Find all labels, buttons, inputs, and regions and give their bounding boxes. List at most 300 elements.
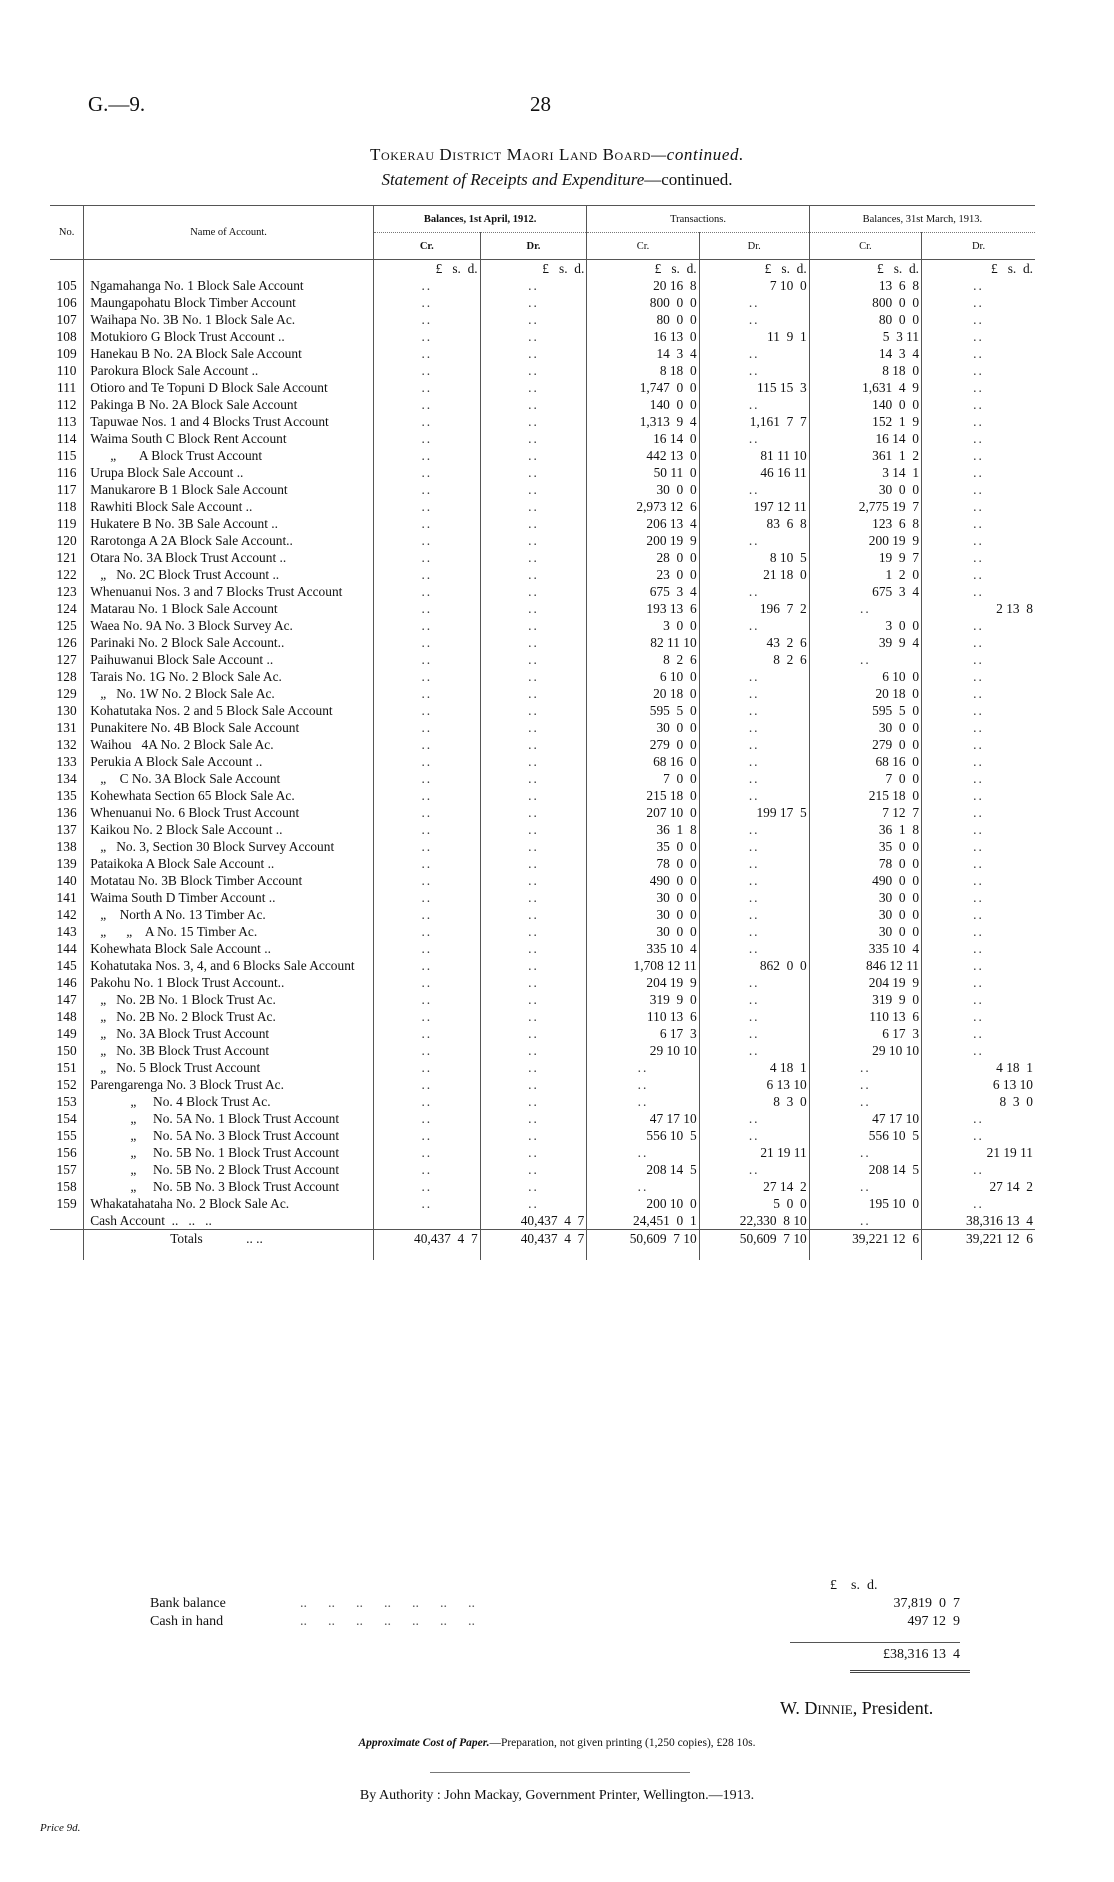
transaction-cr: ..	[587, 1076, 699, 1093]
balance-close-dr: 27 14 2	[922, 1178, 1035, 1195]
balance-open-dr: ..	[480, 413, 587, 430]
balance-close-cr: 78 0 0	[809, 855, 921, 872]
transaction-dr: ..	[699, 1008, 809, 1025]
transaction-dr: ..	[699, 481, 809, 498]
balance-open-dr: ..	[480, 515, 587, 532]
account-name: Parengarenga No. 3 Block Trust Ac.	[84, 1076, 374, 1093]
balance-close-cr: 30 0 0	[809, 906, 921, 923]
balance-open-dr: ..	[480, 719, 587, 736]
table-row	[50, 1212, 1035, 1230]
balance-close-dr: ..	[922, 838, 1035, 855]
balance-open-cr: ..	[373, 1178, 480, 1195]
table-row	[50, 396, 1035, 413]
account-name: „ No. 5B No. 3 Block Trust Account	[84, 1178, 374, 1195]
transaction-dr: 115 15 3	[699, 379, 809, 396]
balance-open-dr: ..	[480, 379, 587, 396]
table-row	[50, 1195, 1035, 1212]
balance-open-cr: ..	[373, 379, 480, 396]
transaction-cr: 215 18 0	[587, 787, 699, 804]
balance-open-cr: ..	[373, 855, 480, 872]
units-label: £ s. d.	[373, 260, 480, 278]
row-number: 128	[56, 669, 77, 684]
balance-close-dr: ..	[922, 770, 1035, 787]
row-number: 110	[56, 363, 77, 378]
balance-open-dr: ..	[480, 583, 587, 600]
balance-open-cr: ..	[373, 515, 480, 532]
transaction-cr: 8 2 6	[587, 651, 699, 668]
row-number: 137	[56, 822, 77, 837]
balance-close-dr: ..	[922, 1127, 1035, 1144]
transaction-cr: 7 0 0	[587, 770, 699, 787]
transaction-cr: 1,747 0 0	[587, 379, 699, 396]
balance-open-cr: ..	[373, 413, 480, 430]
balance-close-dr: ..	[922, 481, 1035, 498]
table-row	[50, 617, 1035, 634]
balance-close-cr: 16 14 0	[809, 430, 921, 447]
transaction-cr: 556 10 5	[587, 1127, 699, 1144]
transaction-cr: 442 13 0	[587, 447, 699, 464]
units-label: £ s. d.	[922, 260, 1035, 278]
title-board-name: Tokerau District Maori Land Board	[370, 145, 651, 164]
transaction-dr: ..	[699, 430, 809, 447]
transaction-cr: 47 17 10	[587, 1110, 699, 1127]
table-row	[50, 311, 1035, 328]
row-number: 142	[56, 907, 77, 922]
transaction-cr: 78 0 0	[587, 855, 699, 872]
title-continued: —continued.	[650, 145, 744, 164]
balance-close-cr: ..	[809, 1144, 921, 1161]
balance-open-cr: ..	[373, 345, 480, 362]
balance-open-dr: ..	[480, 1161, 587, 1178]
balance-open-dr: ..	[480, 532, 587, 549]
transaction-dr: ..	[699, 770, 809, 787]
balance-open-dr: ..	[480, 1195, 587, 1212]
balance-close-cr: 30 0 0	[809, 719, 921, 736]
table-row	[50, 1059, 1035, 1076]
transaction-cr: 3 0 0	[587, 617, 699, 634]
totals-dots: .. ..	[246, 1231, 263, 1246]
transaction-cr: 30 0 0	[587, 719, 699, 736]
balance-open-dr: ..	[480, 787, 587, 804]
balance-open-dr: ..	[480, 277, 587, 294]
transaction-dr: ..	[699, 889, 809, 906]
balance-close-dr: ..	[922, 294, 1035, 311]
account-name: Whakatahataha No. 2 Block Sale Ac.	[84, 1195, 374, 1212]
table-row	[50, 1144, 1035, 1161]
transaction-dr: 8 3 0	[699, 1093, 809, 1110]
balance-close-cr: 1,631 4 9	[809, 379, 921, 396]
balance-close-cr: 14 3 4	[809, 345, 921, 362]
balance-open-dr: ..	[480, 872, 587, 889]
bank-row-dots: .. .. .. .. .. .. ..	[300, 1614, 475, 1629]
balance-open-cr: ..	[373, 889, 480, 906]
balance-open-cr: ..	[373, 736, 480, 753]
page-subtitle	[0, 170, 1114, 190]
balance-close-cr: 204 19 9	[809, 974, 921, 991]
balance-close-dr: ..	[922, 872, 1035, 889]
balance-close-dr: ..	[922, 498, 1035, 515]
row-number: 139	[56, 856, 77, 871]
transaction-cr: 20 18 0	[587, 685, 699, 702]
signature-name: W. Dinnie,	[780, 1698, 858, 1718]
balance-open-cr: ..	[373, 566, 480, 583]
row-number: 133	[56, 754, 77, 769]
balance-close-cr: 80 0 0	[809, 311, 921, 328]
col-header-balances-open: Balances, 1st April, 1912.	[373, 206, 586, 233]
row-number: 130	[56, 703, 77, 718]
balance-open-dr: ..	[480, 549, 587, 566]
balance-close-dr: 21 19 11	[922, 1144, 1035, 1161]
table-row	[50, 804, 1035, 821]
row-number: 143	[56, 924, 77, 939]
totals-label-cell	[84, 1230, 374, 1261]
col-header-balances-close: Balances, 31st March, 1913.	[809, 206, 1035, 233]
balance-close-cr: ..	[809, 1059, 921, 1076]
balance-open-dr: ..	[480, 294, 587, 311]
balance-open-dr: ..	[480, 702, 587, 719]
transaction-dr: ..	[699, 923, 809, 940]
balance-open-cr: ..	[373, 651, 480, 668]
balance-open-dr: ..	[480, 328, 587, 345]
balance-close-dr: ..	[922, 702, 1035, 719]
account-name: Punakitere No. 4B Block Sale Account	[84, 719, 374, 736]
balance-close-cr: 6 17 3	[809, 1025, 921, 1042]
balance-close-dr: ..	[922, 430, 1035, 447]
transaction-dr: 22,330 8 10	[699, 1212, 809, 1230]
account-name: Otioro and Te Topuni D Block Sale Account	[84, 379, 374, 396]
table-row	[50, 277, 1035, 294]
balance-open-cr: ..	[373, 1076, 480, 1093]
row-number: 126	[56, 635, 77, 650]
account-name: Maungapohatu Block Timber Account	[84, 294, 374, 311]
table-row	[50, 464, 1035, 481]
balance-close-dr: ..	[922, 1195, 1035, 1212]
transaction-dr: 197 12 11	[699, 498, 809, 515]
transaction-cr: 80 0 0	[587, 311, 699, 328]
transaction-cr: ..	[587, 1178, 699, 1195]
balance-open-dr: ..	[480, 855, 587, 872]
balance-close-dr: ..	[922, 736, 1035, 753]
balance-close-cr: 1 2 0	[809, 566, 921, 583]
balance-close-cr: 35 0 0	[809, 838, 921, 855]
row-number: 120	[56, 533, 77, 548]
table-row	[50, 668, 1035, 685]
balance-close-cr: 5 3 11	[809, 328, 921, 345]
transaction-cr: 207 10 0	[587, 804, 699, 821]
row-number	[50, 1212, 84, 1230]
row-number: 107	[56, 312, 77, 327]
table-row	[50, 855, 1035, 872]
transaction-dr: ..	[699, 906, 809, 923]
col-header-open-cr: Cr.	[373, 233, 480, 260]
balance-close-cr: 208 14 5	[809, 1161, 921, 1178]
account-name: Waima South C Block Rent Account	[84, 430, 374, 447]
transaction-dr: ..	[699, 974, 809, 991]
transaction-cr: 14 3 4	[587, 345, 699, 362]
balance-close-dr: ..	[922, 787, 1035, 804]
balance-open-dr: ..	[480, 634, 587, 651]
transaction-cr: 2,973 12 6	[587, 498, 699, 515]
balance-open-cr: ..	[373, 1008, 480, 1025]
balance-close-dr: ..	[922, 362, 1035, 379]
balance-close-cr: 110 13 6	[809, 1008, 921, 1025]
balance-close-dr: ..	[922, 549, 1035, 566]
balance-close-dr: ..	[922, 413, 1035, 430]
table-row	[50, 447, 1035, 464]
transaction-cr: 279 0 0	[587, 736, 699, 753]
transaction-cr: 1,708 12 11	[587, 957, 699, 974]
row-number: 141	[56, 890, 77, 905]
balance-close-dr: ..	[922, 753, 1035, 770]
balance-open-cr: ..	[373, 498, 480, 515]
bank-units: £ s. d.	[830, 1578, 878, 1593]
balance-open-dr: ..	[480, 923, 587, 940]
balance-close-cr: ..	[809, 1093, 921, 1110]
balance-close-dr: ..	[922, 328, 1035, 345]
transaction-dr: ..	[699, 1161, 809, 1178]
balance-close-dr: ..	[922, 515, 1035, 532]
bank-balance-row	[150, 1596, 1030, 1614]
bank-balance-label: Bank balance	[150, 1596, 226, 1611]
balance-open-dr: ..	[480, 753, 587, 770]
balance-open-cr: ..	[373, 447, 480, 464]
table-row	[50, 872, 1035, 889]
balance-open-cr: ..	[373, 685, 480, 702]
transaction-cr: 675 3 4	[587, 583, 699, 600]
table-row	[50, 498, 1035, 515]
transaction-dr: 21 19 11	[699, 1144, 809, 1161]
table-row	[50, 532, 1035, 549]
transaction-dr: 83 6 8	[699, 515, 809, 532]
table-row	[50, 481, 1035, 498]
totals-label: Totals	[170, 1231, 203, 1246]
transaction-dr: ..	[699, 940, 809, 957]
account-name: Ngamahanga No. 1 Block Sale Account	[84, 277, 374, 294]
balance-close-cr: ..	[809, 600, 921, 617]
balance-close-dr: ..	[922, 1110, 1035, 1127]
table-row	[50, 1161, 1035, 1178]
transaction-cr: 200 10 0	[587, 1195, 699, 1212]
balance-close-dr: ..	[922, 583, 1035, 600]
balance-close-dr: ..	[922, 1008, 1035, 1025]
row-number: 148	[56, 1009, 77, 1024]
cash-in-hand-value: 497 12 9	[907, 1614, 960, 1629]
row-number: 123	[56, 584, 77, 599]
row-number: 129	[56, 686, 77, 701]
transaction-cr: 800 0 0	[587, 294, 699, 311]
balance-open-dr: ..	[480, 991, 587, 1008]
balance-close-dr: 6 13 10	[922, 1076, 1035, 1093]
table-row	[50, 685, 1035, 702]
account-name: Paihuwanui Block Sale Account ..	[84, 651, 374, 668]
balance-open-dr: ..	[480, 345, 587, 362]
balance-close-cr: 29 10 10	[809, 1042, 921, 1059]
balance-close-cr: 490 0 0	[809, 872, 921, 889]
row-number: 111	[57, 380, 77, 395]
balance-close-dr: ..	[922, 464, 1035, 481]
table-row	[50, 294, 1035, 311]
transaction-cr: 36 1 8	[587, 821, 699, 838]
transaction-cr: 490 0 0	[587, 872, 699, 889]
balance-close-cr: 123 6 8	[809, 515, 921, 532]
transaction-cr: 110 13 6	[587, 1008, 699, 1025]
balance-close-cr: 30 0 0	[809, 481, 921, 498]
row-number: 138	[56, 839, 77, 854]
signature	[780, 1698, 933, 1719]
row-number: 152	[56, 1077, 77, 1092]
balance-close-dr: ..	[922, 1042, 1035, 1059]
row-number: 154	[56, 1111, 77, 1126]
balance-close-cr: 39 9 4	[809, 634, 921, 651]
transaction-cr: ..	[587, 1059, 699, 1076]
balance-close-dr: ..	[922, 1025, 1035, 1042]
totals-row	[50, 1230, 1035, 1261]
balance-close-dr: ..	[922, 923, 1035, 940]
account-name: Pataikoka A Block Sale Account ..	[84, 855, 374, 872]
account-name: Waihou 4A No. 2 Block Sale Ac.	[84, 736, 374, 753]
transaction-cr: 6 17 3	[587, 1025, 699, 1042]
balance-open-cr: ..	[373, 277, 480, 294]
balance-open-cr: ..	[373, 1093, 480, 1110]
balance-close-dr: ..	[922, 566, 1035, 583]
col-header-trans-cr: Cr.	[587, 233, 699, 260]
balance-open-dr: ..	[480, 362, 587, 379]
table-row	[50, 821, 1035, 838]
balance-close-cr: 13 6 8	[809, 277, 921, 294]
total-trans-dr: 50,609 7 10	[699, 1230, 809, 1261]
transaction-dr: 199 17 5	[699, 804, 809, 821]
balance-open-cr: ..	[373, 311, 480, 328]
account-name: Urupa Block Sale Account ..	[84, 464, 374, 481]
table-row	[50, 787, 1035, 804]
transaction-dr: 43 2 6	[699, 634, 809, 651]
transaction-dr: 21 18 0	[699, 566, 809, 583]
col-header-no: No.	[50, 206, 84, 260]
balance-close-cr: 19 9 7	[809, 549, 921, 566]
balance-close-cr: 3 14 1	[809, 464, 921, 481]
balance-open-cr: ..	[373, 532, 480, 549]
transaction-cr: 204 19 9	[587, 974, 699, 991]
table-row	[50, 1025, 1035, 1042]
balance-open-cr: ..	[373, 464, 480, 481]
balance-open-dr: 40,437 4 7	[480, 1212, 587, 1230]
row-number: 125	[56, 618, 77, 633]
account-name: „ No. 4 Block Trust Ac.	[84, 1093, 374, 1110]
transaction-cr: 193 13 6	[587, 600, 699, 617]
balance-open-cr: ..	[373, 583, 480, 600]
transaction-dr: ..	[699, 345, 809, 362]
table-row	[50, 1008, 1035, 1025]
row-number: 132	[56, 737, 77, 752]
row-number: 145	[56, 958, 77, 973]
transaction-dr: ..	[699, 668, 809, 685]
transaction-dr: 11 9 1	[699, 328, 809, 345]
transaction-dr: 5 0 0	[699, 1195, 809, 1212]
balance-open-cr: ..	[373, 940, 480, 957]
balance-close-dr: 38,316 13 4	[922, 1212, 1035, 1230]
units-label: £ s. d.	[809, 260, 921, 278]
balance-close-cr: 68 16 0	[809, 753, 921, 770]
transaction-dr: 7 10 0	[699, 277, 809, 294]
transaction-dr: 6 13 10	[699, 1076, 809, 1093]
balance-open-cr: ..	[373, 396, 480, 413]
account-name: „ No. 5A No. 3 Block Trust Account	[84, 1127, 374, 1144]
transaction-dr: ..	[699, 1042, 809, 1059]
transaction-cr: ..	[587, 1144, 699, 1161]
balance-open-cr: ..	[373, 634, 480, 651]
transaction-cr: 23 0 0	[587, 566, 699, 583]
account-name: Motatau No. 3B Block Timber Account	[84, 872, 374, 889]
account-name: Whenuanui Nos. 3 and 7 Blocks Trust Account	[84, 583, 374, 600]
table-row	[50, 940, 1035, 957]
row-number: 116	[56, 465, 77, 480]
balance-close-dr: ..	[922, 940, 1035, 957]
balance-open-cr: ..	[373, 328, 480, 345]
transaction-dr: ..	[699, 855, 809, 872]
account-name: „ No. 5 Block Trust Account	[84, 1059, 374, 1076]
total-close-cr: 39,221 12 6	[809, 1230, 921, 1261]
table-row	[50, 736, 1035, 753]
balance-open-dr: ..	[480, 1042, 587, 1059]
balance-open-cr: ..	[373, 1042, 480, 1059]
balance-close-cr: 152 1 9	[809, 413, 921, 430]
row-number: 146	[56, 975, 77, 990]
subtitle-continued: —continued.	[644, 170, 733, 189]
transaction-dr: ..	[699, 532, 809, 549]
transaction-dr: ..	[699, 617, 809, 634]
account-name: „ C No. 3A Block Sale Account	[84, 770, 374, 787]
account-name: Whenuanui No. 6 Block Trust Account	[84, 804, 374, 821]
transaction-cr: 68 16 0	[587, 753, 699, 770]
transaction-dr: ..	[699, 719, 809, 736]
account-name: „ No. 5A No. 1 Block Trust Account	[84, 1110, 374, 1127]
transaction-cr: 6 10 0	[587, 668, 699, 685]
balance-close-cr: 215 18 0	[809, 787, 921, 804]
transaction-dr: ..	[699, 821, 809, 838]
transaction-cr: 1,313 9 4	[587, 413, 699, 430]
transaction-dr: 4 18 1	[699, 1059, 809, 1076]
units-label: £ s. d.	[699, 260, 809, 278]
col-header-open-dr: Dr.	[480, 233, 587, 260]
balance-open-cr	[373, 1212, 480, 1230]
table-row	[50, 413, 1035, 430]
balance-close-cr: 7 0 0	[809, 770, 921, 787]
transaction-dr: ..	[699, 311, 809, 328]
balance-close-dr: ..	[922, 906, 1035, 923]
row-number: 144	[56, 941, 77, 956]
balance-open-dr: ..	[480, 736, 587, 753]
balance-open-cr: ..	[373, 770, 480, 787]
balance-open-dr: ..	[480, 481, 587, 498]
table-row	[50, 566, 1035, 583]
balance-close-cr: 36 1 8	[809, 821, 921, 838]
balance-open-cr: ..	[373, 906, 480, 923]
balance-open-dr: ..	[480, 600, 587, 617]
balance-close-cr: 675 3 4	[809, 583, 921, 600]
balance-close-dr: 8 3 0	[922, 1093, 1035, 1110]
account-name: Pakinga B No. 2A Block Sale Account	[84, 396, 374, 413]
balance-open-cr: ..	[373, 1127, 480, 1144]
row-number: 135	[56, 788, 77, 803]
balance-open-cr: ..	[373, 1110, 480, 1127]
table-row	[50, 430, 1035, 447]
row-number: 140	[56, 873, 77, 888]
units-label: £ s. d.	[587, 260, 699, 278]
balance-close-cr: ..	[809, 1178, 921, 1195]
table-row	[50, 345, 1035, 362]
balance-open-dr: ..	[480, 804, 587, 821]
balance-close-dr: ..	[922, 668, 1035, 685]
